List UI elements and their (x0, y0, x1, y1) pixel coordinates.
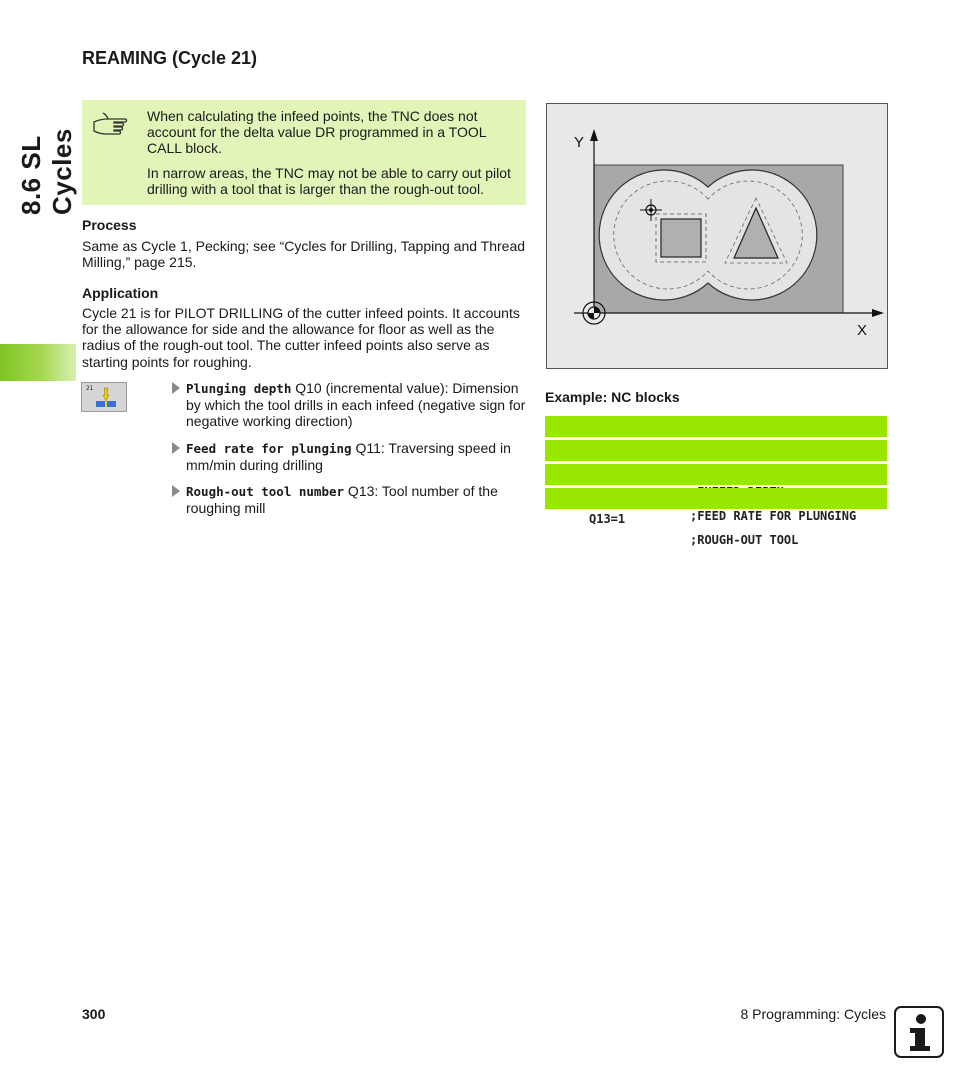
y-axis-label: Y (574, 134, 585, 151)
nc-code: Q13=1 (589, 512, 626, 526)
parameter-name: Plunging depth (186, 381, 292, 396)
nc-comment: ;FEED RATE FOR PLUNGING (690, 509, 857, 523)
parameter-description: Q10 (incremental value): Dimension by which the tool drills in each infeed (negative sign for negative working direction) (186, 380, 526, 430)
section-side-title: 8.6 SL Cycles (16, 128, 77, 215)
info-glyph (896, 1008, 942, 1056)
triangle-bullet-icon (172, 382, 180, 394)
parameter-list (172, 380, 527, 526)
cycle-21-softkey[interactable] (81, 382, 127, 412)
nc-block-list (545, 416, 887, 547)
parameter-description: Q13: Tool number of the roughing mill (186, 483, 498, 517)
nc-comment: ;ROUGH-OUT TOOL (690, 533, 799, 547)
parameter-item (172, 483, 527, 516)
square-island (661, 219, 701, 257)
pilot-drilling-figure (546, 103, 888, 369)
pocket-outline (599, 170, 817, 300)
application-text: Cycle 21 is for PILOT DRILLING of the cutter infeed points. It accounts for the allowance for side and the allowance for floor as well as the radius of the rough-out tool. The cutter infeed points also serve as starting points for roughing. (82, 305, 520, 370)
application-heading: Application (82, 285, 159, 301)
triangle-bullet-icon (172, 442, 180, 454)
parameter-name: Rough-out tool number (186, 484, 345, 500)
process-text: Same as Cycle 1, Pecking; see “Cycles for Drilling, Tapping and Thread Milling,” page 215. (82, 238, 526, 271)
page-number: 300 (82, 1006, 106, 1022)
chapter-tab-marker (0, 344, 76, 381)
nc-block-row (545, 440, 887, 461)
triangle-bullet-icon (172, 485, 180, 497)
parameter-item (172, 440, 527, 473)
parameter-name: Feed rate for plunging (186, 440, 352, 456)
page-heading: REAMING (Cycle 21) (82, 48, 258, 68)
parameter-item (172, 380, 527, 430)
note-box (82, 100, 526, 205)
parameter-description: Q11: Traversing speed in mm/min during drilling (186, 439, 511, 473)
process-heading: Process (82, 217, 137, 233)
example-heading: Example: NC blocks (545, 389, 680, 405)
x-axis-label: X (857, 322, 868, 339)
pilot-drilling-icon (94, 386, 118, 410)
note-paragraph: In narrow areas, the TNC may not be able to carry out pilot drilling with a tool that is larger than the rough-out tool. (147, 165, 511, 197)
chapter-title: 8 Programming: Cycles (740, 1006, 886, 1022)
info-icon (894, 1006, 944, 1058)
pointing-hand-icon (92, 110, 128, 136)
note-paragraph: When calculating the infeed points, the TNC does not account for the delta value DR programmed in a TOOL CALL block. (147, 108, 487, 156)
softkey-number: 21 (86, 385, 94, 392)
nc-block-row (545, 416, 887, 437)
